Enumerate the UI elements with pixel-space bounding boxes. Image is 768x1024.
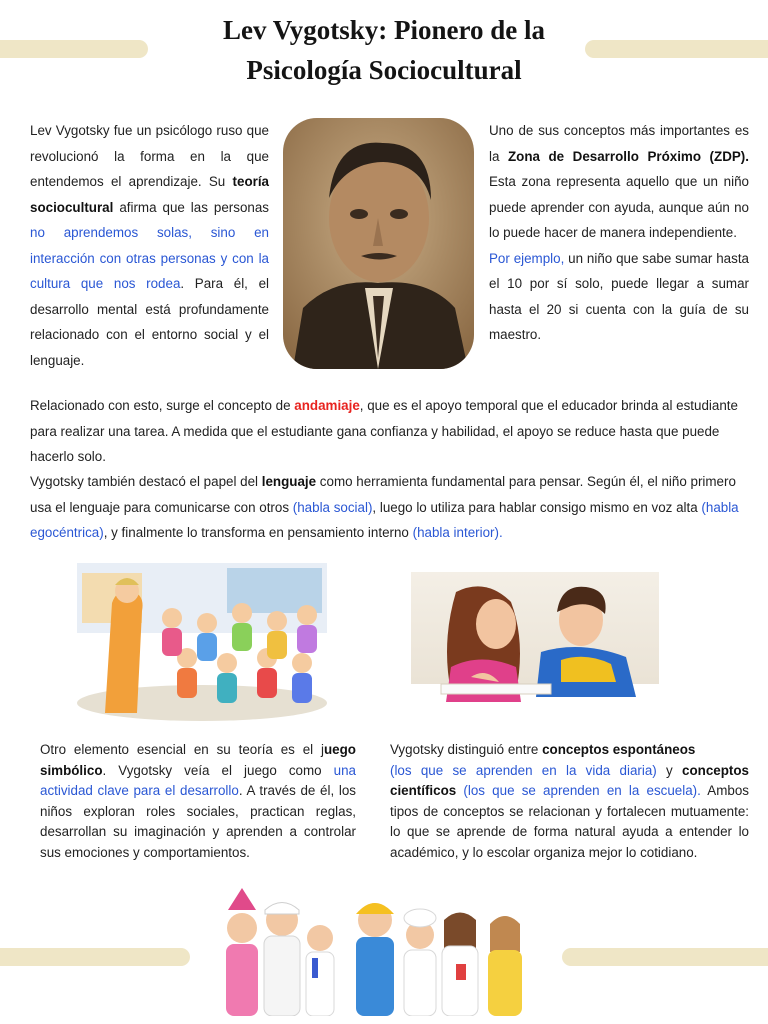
decor-pill-bottom-right: [562, 948, 768, 966]
text: Relacionado con esto, surge el concepto de: [30, 398, 295, 413]
term-lenguaje: lenguaje: [261, 474, 317, 489]
text: . A través de él, los niños exploran roles sociales, practican reglas, desarrollan su imaginación y aprenden a controlar sus emociones y comportamientos.: [40, 783, 356, 860]
juego-simbolico-paragraph: [40, 740, 356, 863]
term-andamiaje: andamiaje: [294, 398, 360, 413]
decor-pill-top-left: [0, 40, 148, 58]
highlight-text: (habla egocéntrica): [30, 499, 739, 540]
decor-pill-bottom-left: [0, 948, 190, 966]
highlight-text: (los que se aprenden en la vida diaria): [390, 762, 657, 778]
vygotsky-portrait: [283, 118, 474, 369]
text: Esta zona representa aquello que un niño puede aprender con ayuda, aunque aún no lo puede hacer de manera independiente.: [489, 174, 749, 240]
highlight-text: (los que se aprenden en la escuela).: [463, 783, 701, 798]
intro-right-paragraph: [489, 118, 749, 348]
text: . Para él, el desarrollo mental está profundamente relacionado con el entorno social y el lenguaje.: [30, 276, 269, 368]
text: , que es el apoyo temporal que el educador brinda al estudiante para realizar una tarea. A medida que el estudiante gana confianza y habilidad, el apoyo se reduce hasta que puede hacerlo solo.: [30, 398, 738, 464]
title-line-1: Lev Vygotsky: Pionero de la: [222, 15, 546, 45]
term-juego-simbolico: uego simbólico: [40, 742, 356, 778]
conceptos-paragraph: [390, 740, 749, 863]
term-teoria-sociocultural: teoría sociocultural: [30, 174, 269, 215]
lenguaje-paragraph: [30, 469, 752, 546]
text: , y finalmente lo transforma en pensamiento interno: [103, 525, 413, 540]
children-costumes-photo: [220, 880, 530, 1016]
text: Lev Vygotsky fue un psicólogo ruso que revolucionó la forma en la que entendemos el aprendizaje. Su: [30, 123, 269, 189]
text: Otro elemento esencial en su teoría es el j: [40, 742, 324, 757]
text: Ambos tipos de conceptos se relacionan y fortalecen mutuamente: lo que se aprende de forma natural ayuda a entender lo académico, y lo escolar organiza mejor lo cotidiano.: [390, 783, 749, 860]
term-conceptos-espontaneos: conceptos espontáneos: [542, 742, 696, 757]
text: Uno de sus conceptos más importantes es la: [489, 123, 749, 164]
text: como herramienta fundamental para pensar. Según él, el niño primero usa el lenguaje para comunicarse con otros: [30, 474, 736, 515]
text: . Vygotsky veía el juego como: [102, 762, 334, 778]
term-conceptos-cientificos: conceptos científicos: [390, 762, 749, 798]
text: Vygotsky distinguió entre: [390, 742, 543, 757]
highlight-text: Por ejemplo,: [489, 250, 565, 266]
highlight-text: (habla interior).: [412, 525, 503, 540]
text: Vygotsky también destacó el papel del: [30, 474, 262, 489]
highlight-text: no aprendemos solas, sino en interacción con otras personas y con la cultura que nos rodea: [30, 225, 269, 291]
highlight-text: (habla social): [292, 499, 373, 515]
text: , luego lo utiliza para hablar consigo mismo en voz alta: [372, 499, 702, 515]
andamiaje-paragraph: [30, 393, 752, 470]
page-title: [150, 10, 618, 90]
title-line-2: Psicología Sociocultural: [246, 55, 522, 85]
two-children-talking-photo: [411, 572, 659, 708]
children-classroom-illustration: [77, 563, 327, 721]
intro-left-paragraph: [30, 118, 269, 373]
text: un niño que sabe sumar hasta el 10 por sí solo, puede llegar a sumar hasta el 20 si cuenta con la guía de su maestro.: [489, 250, 749, 342]
term-zdp: Zona de Desarrollo Próximo (ZDP).: [507, 148, 749, 164]
text: y: [656, 762, 683, 778]
highlight-text: una actividad clave para el desarrollo: [40, 762, 356, 798]
text: afirma que las personas: [113, 199, 269, 215]
